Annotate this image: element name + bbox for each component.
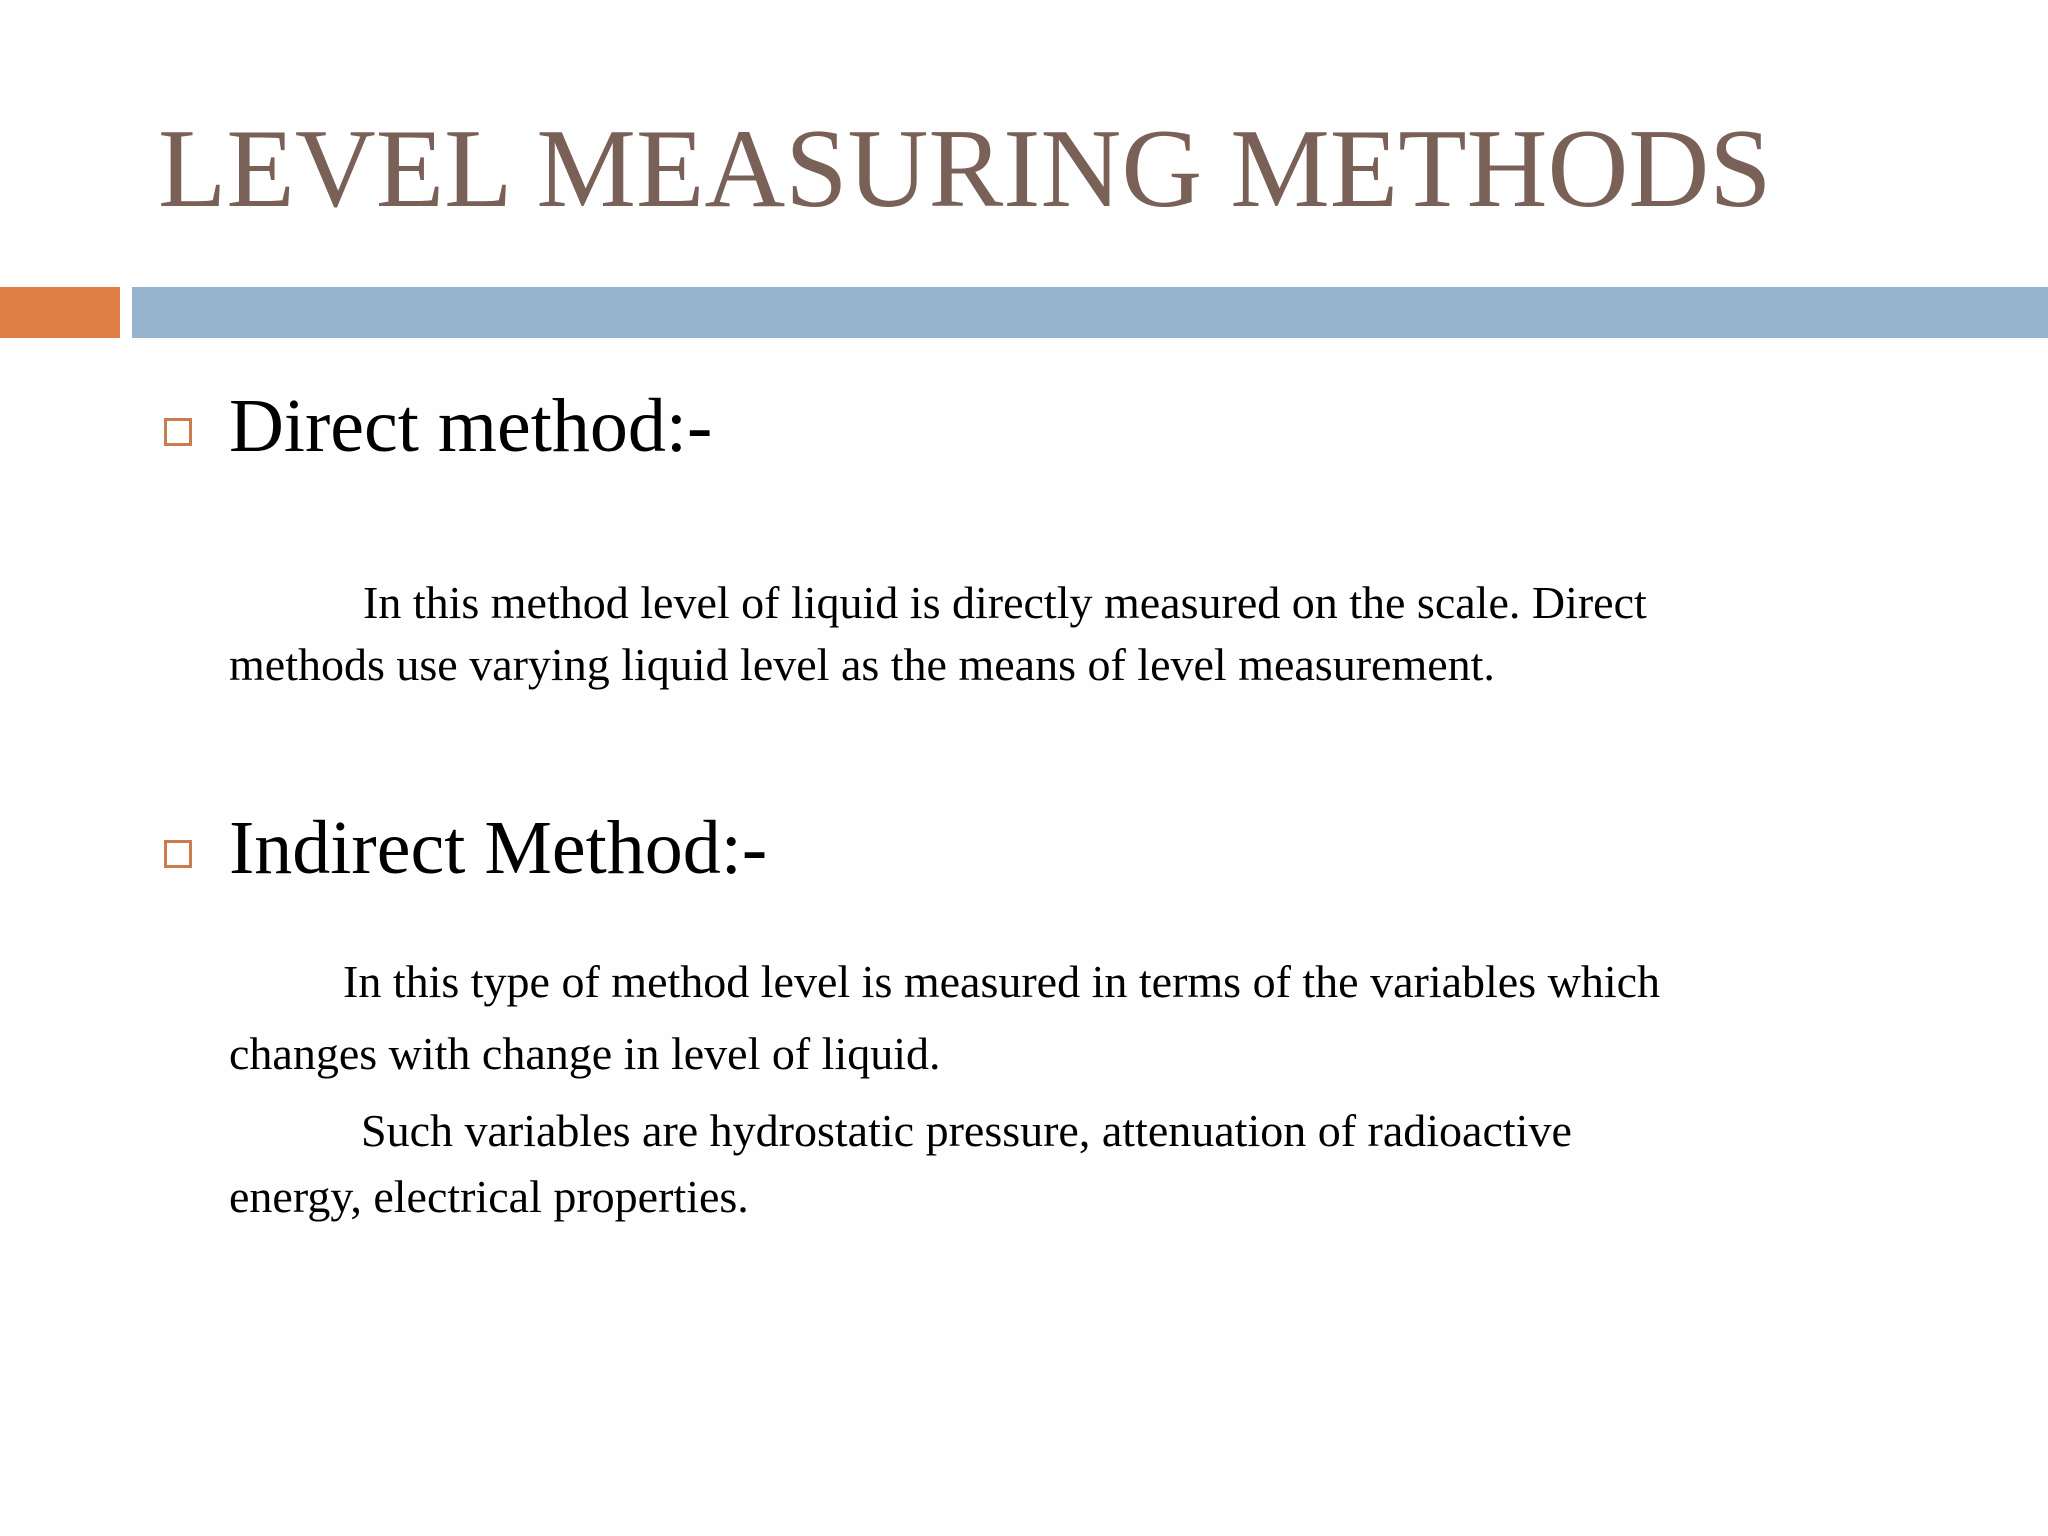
paragraph-line: energy, electrical properties. <box>229 1171 749 1222</box>
title-accent-bar <box>0 287 120 338</box>
paragraph-line: Such variables are hydrostatic pressure, attenuation of radioactive <box>361 1105 1572 1156</box>
section-indirect-paragraph-1 <box>229 946 1660 1090</box>
section-direct-paragraph <box>229 572 1647 696</box>
paragraph-line: methods use varying liquid level as the means of level measurement. <box>229 639 1495 690</box>
section-heading-indirect: Indirect Method:- <box>229 806 768 890</box>
paragraph-line: changes with change in level of liquid. <box>229 1028 941 1079</box>
paragraph-line: In this type of method level is measured in terms of the variables which <box>343 956 1661 1007</box>
bullet-square-icon <box>164 418 192 446</box>
section-heading-direct: Direct method:- <box>229 384 713 468</box>
section-indirect-paragraph-2 <box>229 1098 1572 1230</box>
paragraph-line: In this method level of liquid is directly measured on the scale. Direct <box>363 577 1647 628</box>
bullet-square-icon <box>164 840 192 868</box>
slide-title: LEVEL MEASURING METHODS <box>158 107 1772 231</box>
title-divider-bar <box>132 287 2048 338</box>
